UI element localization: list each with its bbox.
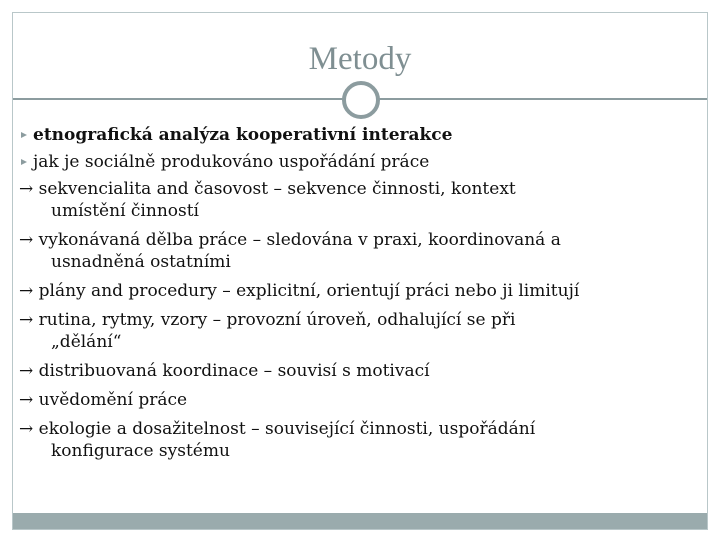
list-item-6 xyxy=(19,389,703,411)
item-text: → sekvencialita and časovost – sekvence činnosti, kontext xyxy=(19,179,516,199)
item-text: → uvědomění práce xyxy=(19,390,188,410)
item-continuation: usnadněná ostatními xyxy=(51,252,231,272)
item-continuation: konfigurace systému xyxy=(51,441,230,461)
list-item-3 xyxy=(19,280,703,302)
item-continuation: umístění činností xyxy=(51,201,199,221)
item-continuation: „dělání“ xyxy=(51,332,122,352)
item-text: → rutina, rytmy, vzory – provozní úroveň, odhalující se při xyxy=(19,310,516,330)
list-item-1 xyxy=(19,178,703,222)
list-item-5 xyxy=(19,360,703,382)
item-text: → ekologie a dosažitelnost – související činnosti, uspořádání xyxy=(19,419,536,439)
bullet-text: jak je sociálně produkováno uspořádání práce xyxy=(33,152,430,172)
bullet-text: etnografická analýza kooperativní interakce xyxy=(33,125,453,145)
slide-title: Metody xyxy=(308,41,412,77)
footer-band xyxy=(13,513,707,529)
slide xyxy=(12,12,708,530)
bullet-line-1 xyxy=(19,124,703,146)
list-item-2 xyxy=(19,229,703,273)
list-item-4 xyxy=(19,309,703,353)
bullet-arrow-icon xyxy=(21,159,27,165)
item-text: → vykonávaná dělba práce – sledována v praxi, koordinovaná a xyxy=(19,230,561,250)
item-text: → plány and procedury – explicitní, orientují práci nebo ji limitují xyxy=(19,281,580,301)
slide-body xyxy=(19,124,703,469)
item-text: → distribuovaná koordinace – souvisí s motivací xyxy=(19,361,430,381)
bullet-line-2 xyxy=(19,151,703,173)
divider-circle-ornament xyxy=(342,81,380,119)
list-item-7 xyxy=(19,418,703,462)
bullet-arrow-icon xyxy=(21,132,27,138)
